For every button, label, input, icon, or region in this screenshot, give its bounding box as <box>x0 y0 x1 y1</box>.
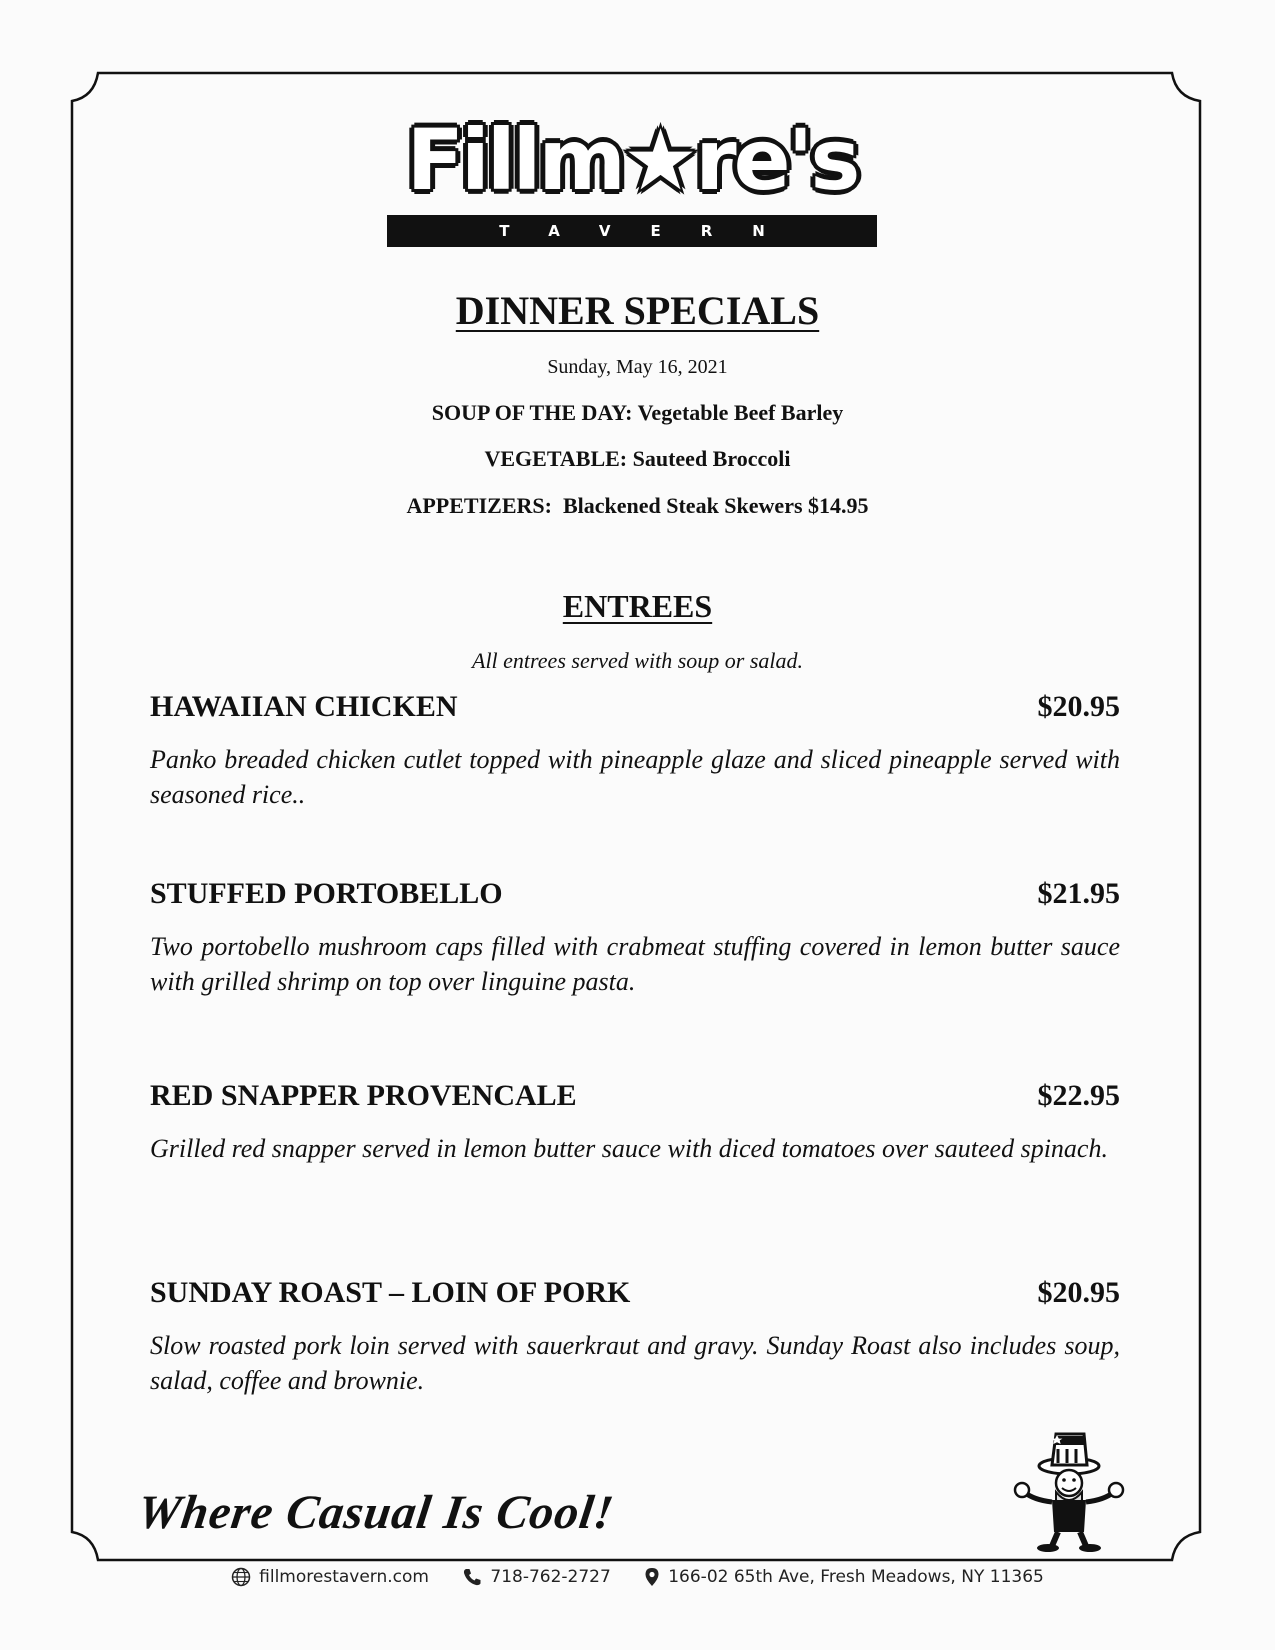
address-text: 166-02 65th Ave, Fresh Meadows, NY 11365 <box>668 1567 1044 1587</box>
entree-price: $20.95 <box>1037 690 1120 723</box>
map-pin-icon <box>644 1567 660 1587</box>
menu-date: Sunday, May 16, 2021 <box>547 356 728 378</box>
special-label: SOUP OF THE DAY: <box>431 400 633 425</box>
entrees-note: All entrees served with soup or salad. <box>472 648 803 673</box>
uncle-sam-mascot-icon <box>1012 1428 1127 1553</box>
entree-item <box>150 877 1120 999</box>
entree-price: $20.95 <box>1037 1276 1120 1309</box>
website-link[interactable] <box>231 1567 429 1587</box>
special-appetizers <box>0 493 1275 519</box>
phone-icon <box>462 1567 482 1587</box>
contact-footer <box>0 1567 1275 1592</box>
entree-name: SUNDAY ROAST – LOIN OF PORK <box>150 1276 631 1309</box>
entree-item <box>150 690 1120 812</box>
entree-price: $22.95 <box>1037 1079 1120 1112</box>
entree-description: Grilled red snapper served in lemon butter sauce with diced tomatoes over sauteed spinach. <box>150 1134 1108 1163</box>
tagline: Where Casual Is Cool! <box>134 1486 618 1539</box>
entree-price: $21.95 <box>1037 877 1120 910</box>
entree-description: Slow roasted pork loin served with sauerkraut and gravy. Sunday Roast also includes soup, salad, coffee and brownie. <box>150 1331 1120 1395</box>
globe-icon <box>231 1567 251 1587</box>
special-value: Sauteed Broccoli <box>632 446 791 471</box>
address-link[interactable] <box>644 1567 1044 1587</box>
entree-name: HAWAIIAN CHICKEN <box>150 690 458 723</box>
website-text: fillmorestavern.com <box>259 1567 429 1587</box>
entree-name: STUFFED PORTOBELLO <box>150 877 503 910</box>
entrees-heading: ENTREES <box>562 588 713 624</box>
logo-subtitle: TAVERN <box>387 215 877 247</box>
special-vegetable <box>0 446 1275 472</box>
special-value: Blackened Steak Skewers $14.95 <box>562 493 869 518</box>
entree-description: Two portobello mushroom caps filled with crabmeat stuffing covered in lemon butter sauce with grilled shrimp on top over linguine pasta. <box>150 932 1120 996</box>
logo-wordmark: Fillm★re's <box>406 111 858 209</box>
fillmores-tavern-logo <box>387 111 877 247</box>
entree-name: RED SNAPPER PROVENCALE <box>150 1079 577 1112</box>
entree-item <box>150 1276 1120 1398</box>
phone-text: 718-762-2727 <box>490 1567 611 1587</box>
special-label: VEGETABLE: <box>484 446 628 471</box>
special-soup <box>0 400 1275 426</box>
entree-description: Panko breaded chicken cutlet topped with pineapple glaze and sliced pineapple served with seasoned rice.. <box>150 745 1120 809</box>
special-label: APPETIZERS: <box>406 493 552 518</box>
page-title: DINNER SPECIALS <box>455 288 820 333</box>
phone-link[interactable] <box>462 1567 610 1587</box>
entree-item <box>150 1079 1120 1166</box>
special-value: Vegetable Beef Barley <box>637 400 844 425</box>
